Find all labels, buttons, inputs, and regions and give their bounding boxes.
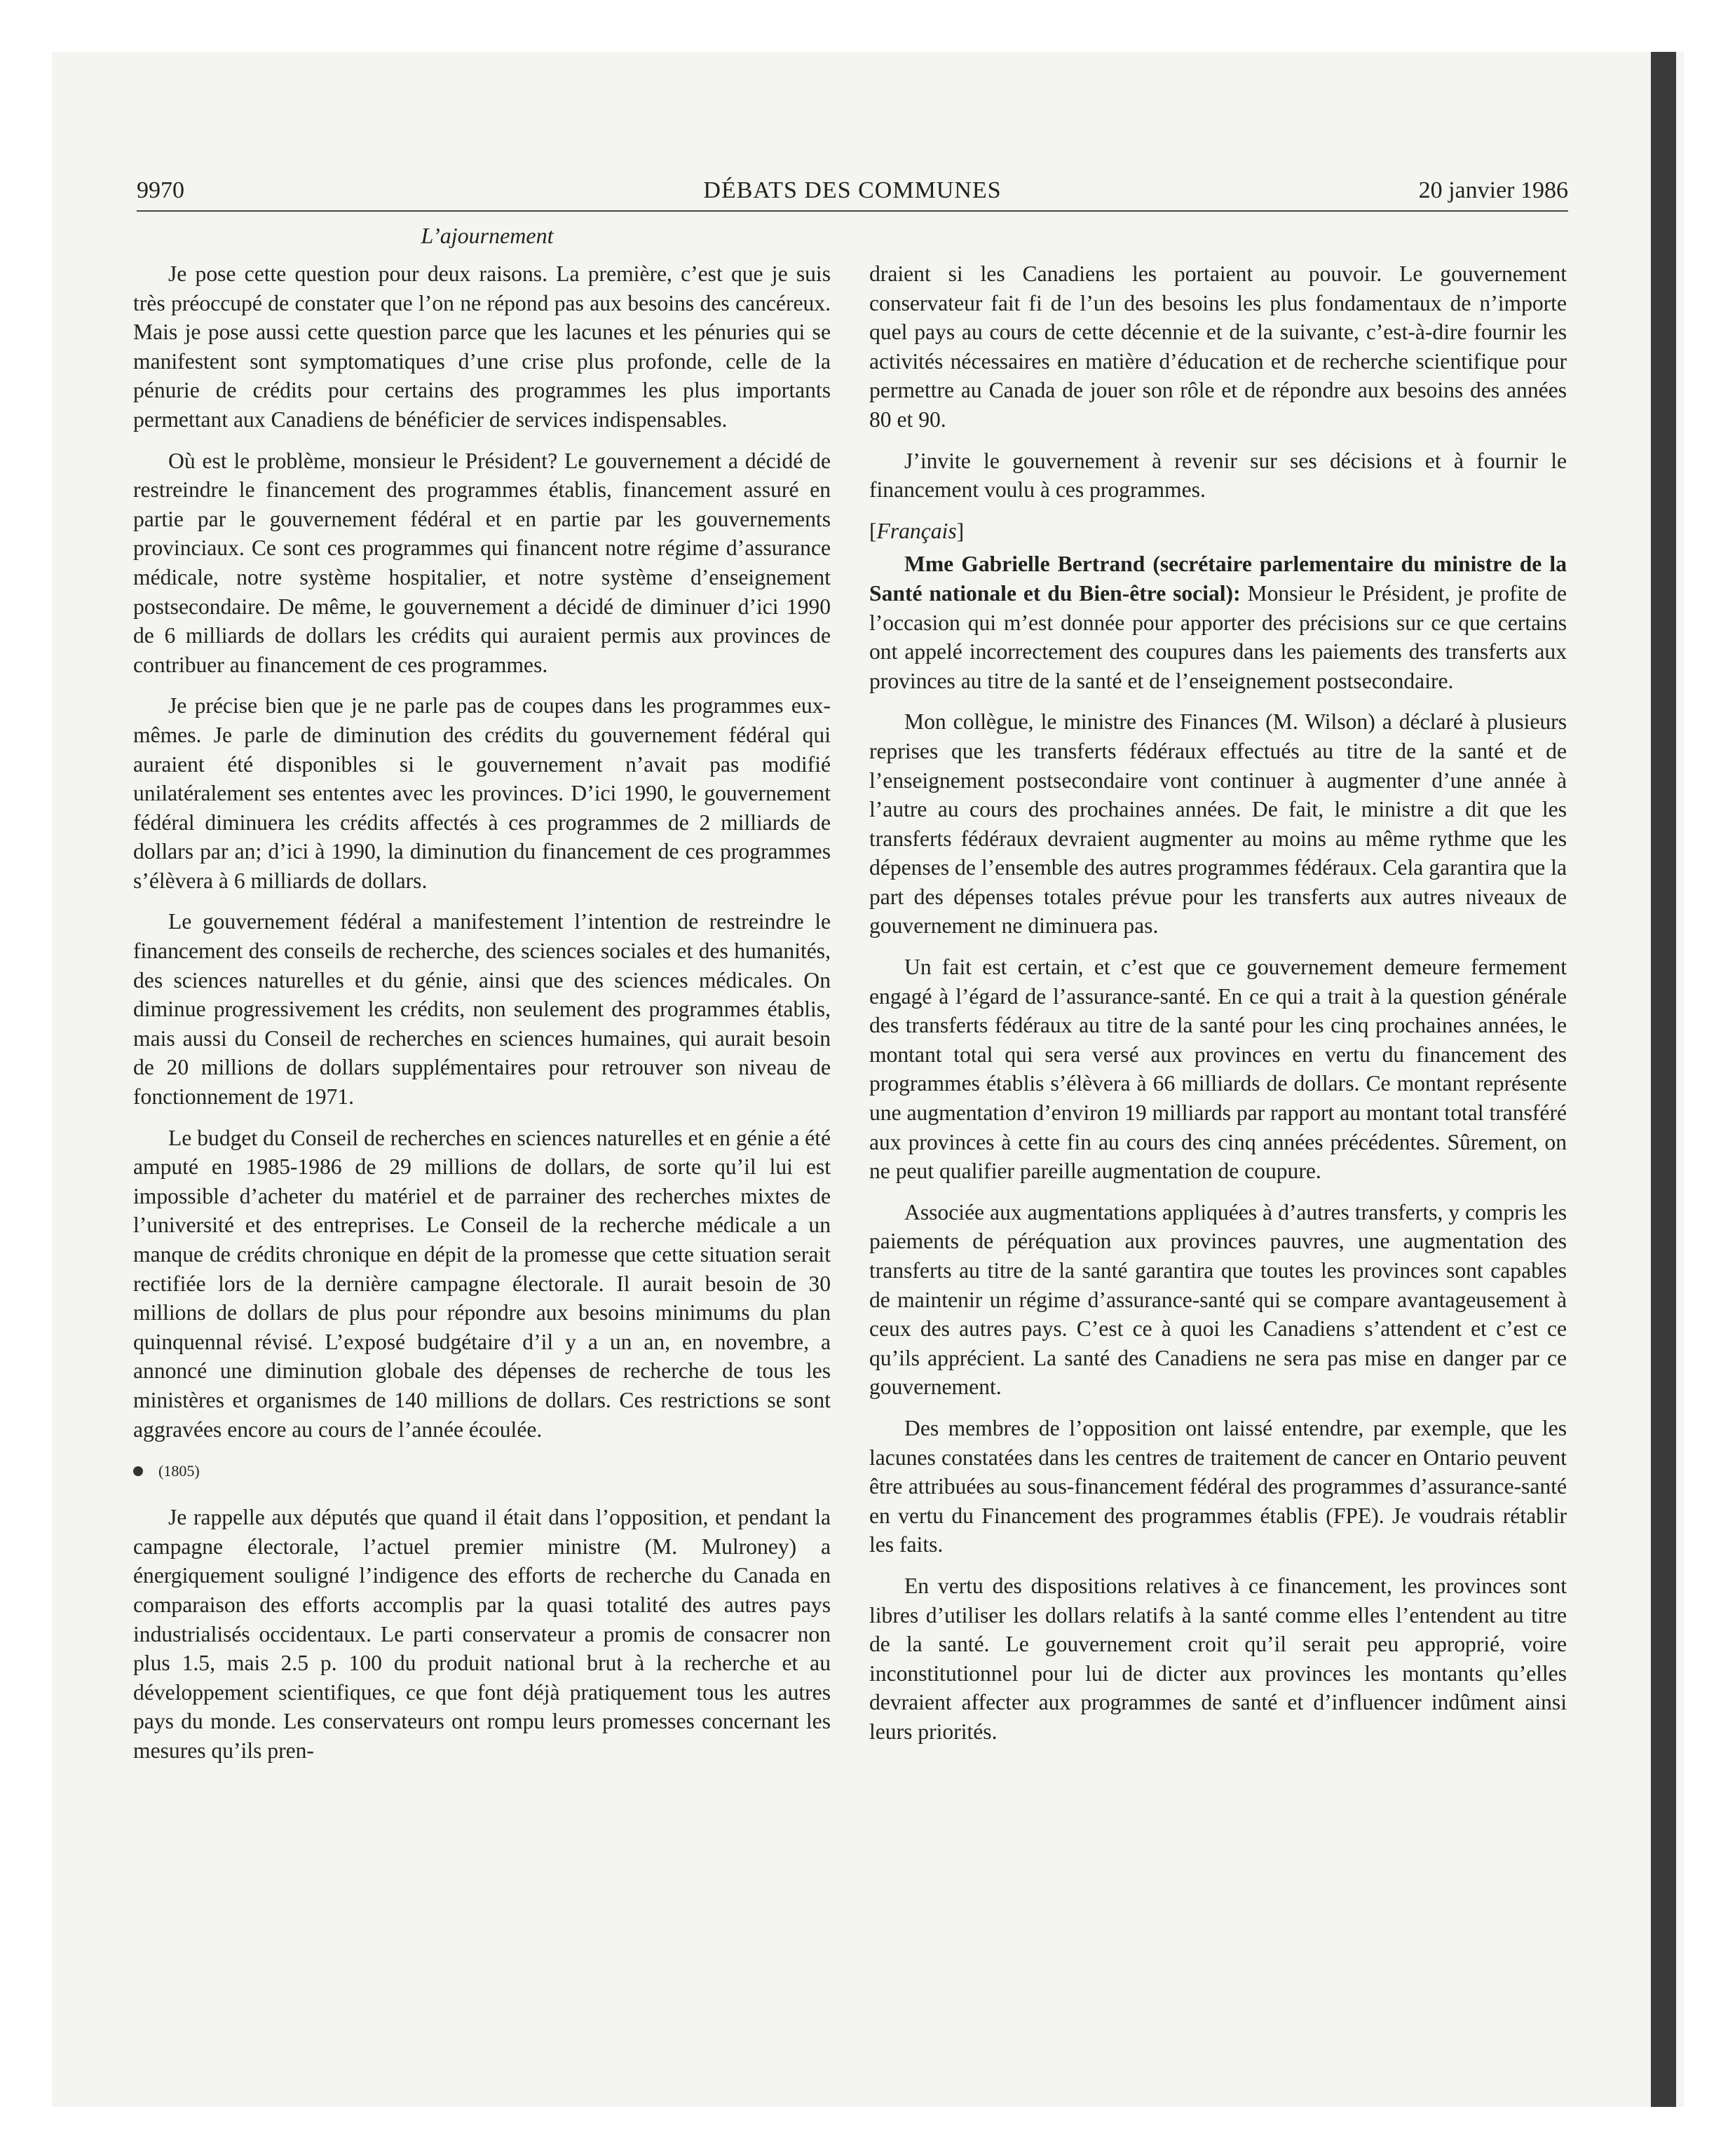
section-heading: L’ajournement bbox=[421, 223, 554, 248]
paragraph: Mon collègue, le ministre des Finances (M. Wilson) a déclaré à plusieurs reprises que les transferts fédéraux effectués au titre de la santé et de l’enseignement postsecondaire vont continuer à augmenter d’une année à l’autre au cours des prochaines années. De fait, le ministre a dit que les transferts fédéraux devraient augmenter au moins au même rythme que les dépenses de l’ensemble des autres programmes fédéraux. Cela garantira que la part des dépenses totales prévue pour les transferts aux autres niveaux de gouvernement ne diminuera pas. bbox=[869, 709, 1567, 939]
paragraph: Un fait est certain, et c’est que ce gouvernement demeure fermement engagé à l’égard de l’assurance-santé. En ce qui a trait à la question générale des transferts fédéraux au titre de la santé pour les cinq prochaines années, le montant total qui sera versé aux provinces en vertu du financement des programmes établis s’élèvera à 66 milliards de dollars. Ce montant représente une augmentation d’environ 19 milliards par rapport au montant total transféré aux provinces à cette fin au cours des cinq années précédentes. Sûrement, on ne peut qualifier pareille augmentation de coupure. bbox=[869, 955, 1567, 1184]
paragraph: Je pose cette question pour deux raisons. La première, c’est que je suis très préoccupé de constater que l’on ne répond pas aux besoins des cancéreux. Mais je pose aussi cette question parce que les lacunes et les pénuries qui se manifestent sont symptomatiques d’une crise plus profonde, celle de la pénurie de crédits pour certains des programmes les plus importants permettant aux Canadiens de bénéficier de services indispensables. bbox=[133, 261, 831, 432]
left-column bbox=[133, 259, 831, 1778]
right-column bbox=[869, 259, 1567, 1759]
paragraph: Où est le problème, monsieur le Président? Le gouvernement a décidé de restreindre le financement des programmes établis, financement assuré en partie par le gouvernement fédéral et en partie par les gouvernements provinciaux. Ce sont ces programmes qui financent notre régime d’assurance médicale, notre système hospitalier, et notre système d’enseignement postsecondaire. De même, le gouvernement a décidé de diminuer d’ici 1990 de 6 milliards de dollars les crédits qui auraient permis aux provinces de contribuer au financement de ces programmes. bbox=[133, 448, 831, 677]
language-bracket-open: [ bbox=[869, 518, 877, 543]
paragraph: Des membres de l’opposition ont laissé entendre, par exemple, que les lacunes constatées dans les centres de traitement de cancer en Ontario peuvent être attribuées au sous-financement fédéral des programmes d’assurance-santé en vertu du Financement des programmes établis (FPE). Je voudrais rétablir les faits. bbox=[869, 1415, 1567, 1557]
paragraph: J’invite le gouvernement à revenir sur ses décisions et à fournir le financement voulu à ces programmes. bbox=[869, 448, 1567, 503]
paragraph: Je précise bien que je ne parle pas de coupes dans les programmes eux-mêmes. Je parle de diminution des crédits du gouvernement fédéral qui auraient été disponibles si le gouvernement n’avait pas modifié unilatéralement ses ententes avec les provinces. D’ici 1990, le gouvernement fédéral diminuera les crédits affectés à ces programmes de 2 milliards de dollars par an; d’ici à 1990, la diminution du financement de ces programmes s’élèvera à 6 milliards de dollars. bbox=[133, 693, 831, 893]
language-label: Français bbox=[876, 518, 957, 543]
paragraph: Je rappelle aux députés que quand il était dans l’opposition, et pendant la campagne électorale, l’actuel premier ministre (M. Mulroney) a énergiquement souligné l’indigence des efforts de recherche du Canada en comparaison des efforts accomplis par la quasi totalité des autres pays industrialisés occidentaux. Le parti conservateur a promis de consacrer non plus 1.5, mais 2.5 p. 100 du produit national brut à la recherche et au développement scientifiques, ce que font déjà pratiquement tous les autres pays du monde. Les conservateurs ont rompu leurs promesses concernant les mesures qu’ils pren- bbox=[133, 1505, 831, 1763]
bullet-icon bbox=[133, 1466, 143, 1476]
language-marker bbox=[869, 517, 1567, 546]
paragraph: En vertu des dispositions relatives à ce financement, les provinces sont libres d’utiliser les dollars relatifs à la santé comme elles l’entendent au titre de la santé. Le gouvernement croit qu’il serait peu approprié, voire inconstitutionnel pour lui de dicter aux provinces les montants qu’elles devraient affecter aux programmes de santé et d’influencer indûment ainsi leurs priorités. bbox=[869, 1573, 1567, 1744]
publication-date: 20 janvier 1986 bbox=[1418, 177, 1568, 203]
paragraph: draient si les Canadiens les portaient au pouvoir. Le gouvernement conservateur fait fi de l’un des besoins les plus fondamentaux de n’importe quel pays au cours de cette décennie et de la suivante, c’est-à-dire fournir les activités nécessaires en matière d’éducation et de recherche scientifique pour permettre au Canada de jouer son rôle et de répondre aux besoins des années 80 et 90. bbox=[869, 261, 1567, 432]
page-number: 9970 bbox=[137, 177, 184, 203]
paragraph: Le budget du Conseil de recherches en sciences naturelles et en génie a été amputé en 1985-1986 de 29 millions de dollars, de sorte qu’il lui est impossible d’acheter du matériel et de parrainer des recherches mixtes de l’université et des entreprises. Le Conseil de la recherche médicale a un manque de crédits chronique en dépit de la promesse que cette situation serait rectifiée lors de la dernière campagne électorale. Il aurait besoin de 30 millions de dollars de plus pour répondre aux besoins minimums du plan quinquennal révisé. L’exposé budgétaire d’il y a un an, en novembre, a annoncé une diminution globale des dépenses de recherche de tous les ministères et organismes de 140 millions de dollars. Ces restrictions se sont aggravées encore au cours de l’année écoulée. bbox=[133, 1125, 831, 1442]
paragraph: Associée aux augmentations appliquées à d’autres transferts, y compris les paiements de péréquation aux provinces pauvres, une augmentation des transferts au titre de la santé garantira que toutes les provinces sont capables de maintenir un régime d’assurance-santé qui se compare avantageusement à ceux des autres pays. C’est ce à quoi les Canadiens s’attendent et c’est ce qu’ils apprécient. La santé des Canadiens ne sera pas mise en danger par ce gouvernement. bbox=[869, 1199, 1567, 1400]
language-bracket-close: ] bbox=[956, 518, 965, 543]
scan-edge-bar bbox=[1651, 52, 1676, 2107]
speaker-name: Mme Gabrielle Bertrand (secrétaire parlementaire du ministre de la Santé nationale et du Bien-être social): bbox=[869, 552, 1567, 606]
paragraph: Le gouvernement fédéral a manifestement l’intention de restreindre le financement des conseils de recherche, des sciences sociales et des humanités, des sciences naturelles et du génie, ainsi que des sciences médicales. On diminue progressivement les crédits, non seulement des programmes établis, mais aussi du Conseil de recherches en sciences humaines, qui aurait besoin de 20 millions de dollars supplémentaires pour retrouver son niveau de fonctionnement de 1971. bbox=[133, 909, 831, 1110]
timestamp-marker bbox=[133, 1461, 831, 1482]
publication-title: DÉBATS DES COMMUNES bbox=[703, 177, 1002, 203]
timestamp: (1805) bbox=[158, 1462, 200, 1480]
speech-text: Monsieur le Président, je profite de l’occasion qui m’est donnée pour apporter des précisions sur ce que certains ont appelé incorrectement des coupures dans les paiements des transferts aux provinces au titre de la santé et de l’enseignement postsecondaire. bbox=[869, 580, 1567, 693]
page-header bbox=[137, 174, 1568, 212]
speaker-paragraph bbox=[869, 550, 1567, 695]
